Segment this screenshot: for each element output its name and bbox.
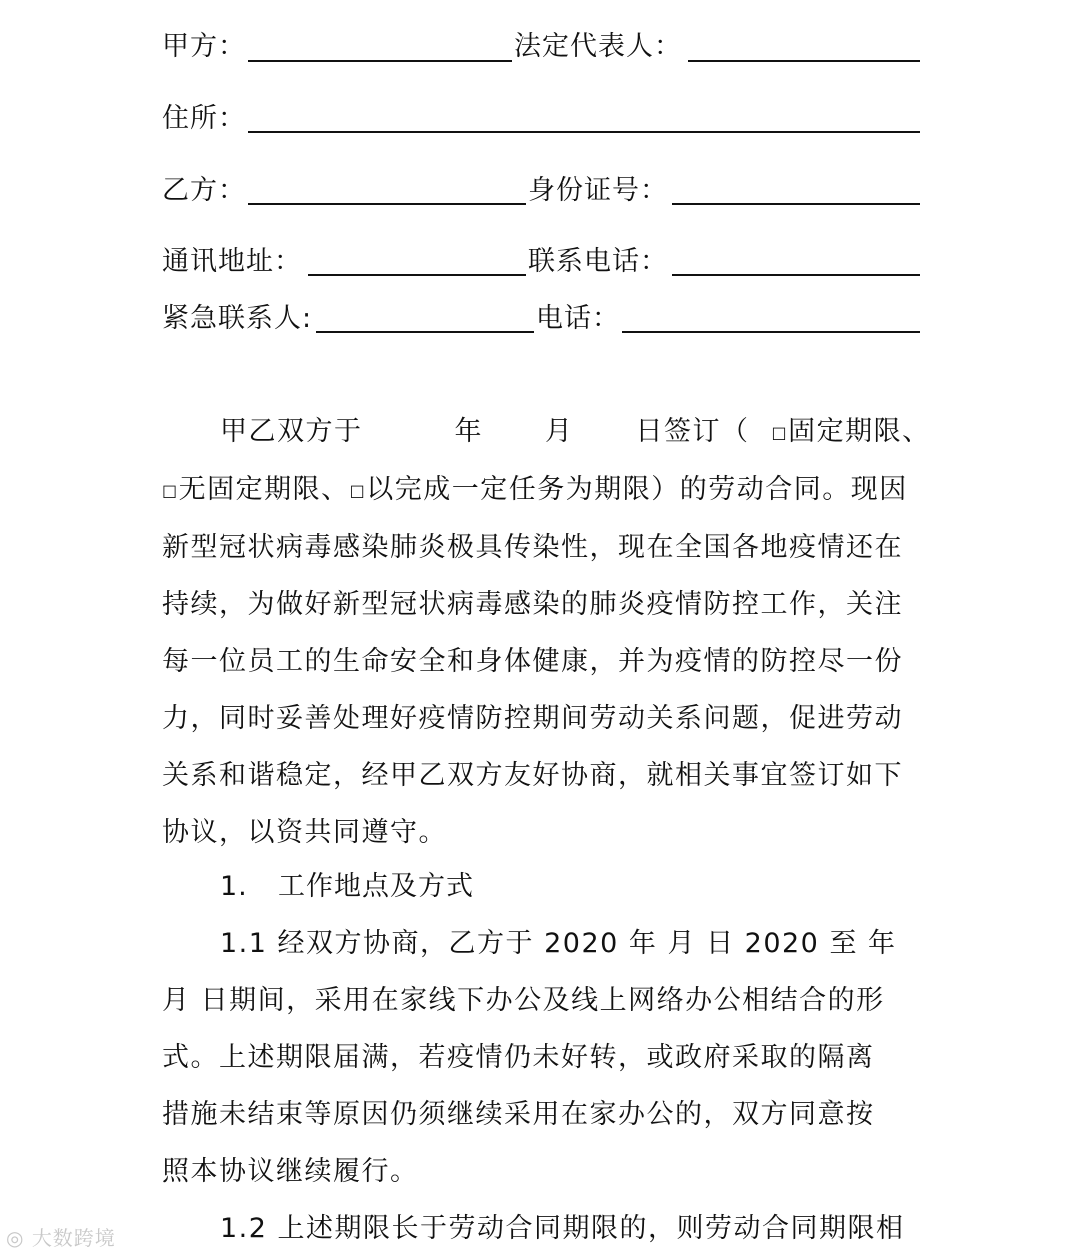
intro-month-text: 月	[545, 416, 574, 447]
clause-1-2-first-line: 1.2 上述期限长于劳动合同期限的，则劳动合同期限相	[220, 1213, 905, 1244]
intro-day-text: 日签订（	[635, 416, 750, 447]
tel-blank	[622, 331, 920, 333]
intro-task-term-text: 以完成一定任务为期限）的劳动合同。现因	[366, 474, 908, 505]
clause-line: 措施未结束等原因仍须继续采用在家办公的，双方同意按	[162, 1099, 875, 1130]
legal-rep-blank	[688, 60, 920, 62]
intro-year-text: 年	[454, 416, 483, 447]
party-b-label: 乙方：	[162, 175, 246, 206]
id-number-label: 身份证号：	[528, 175, 668, 206]
party-a-label: 甲方：	[162, 31, 246, 62]
intro-line	[162, 403, 931, 461]
intro-open-term-text: 无固定期限、	[178, 474, 350, 505]
party-b-blank	[248, 203, 526, 205]
intro-fixed-term-text: 固定期限、	[788, 416, 931, 447]
watermark	[6, 1222, 116, 1251]
intro-line: 持续，为做好新型冠状病毒感染的肺炎疫情防控工作，关注	[162, 589, 903, 620]
intro-line	[162, 461, 931, 519]
intro-line: 关系和谐稳定，经甲乙双方友好协商，就相关事宜签订如下	[162, 760, 903, 791]
intro-paragraph	[162, 403, 931, 861]
intro-line: 每一位员工的生命安全和身体健康，并为疫情的防控尽一份	[162, 646, 903, 677]
mail-address-label: 通讯地址：	[162, 246, 302, 277]
clause-1-1	[162, 915, 897, 1200]
emergency-contact-blank	[316, 331, 534, 333]
id-number-blank	[672, 203, 920, 205]
clause-1-2	[162, 1200, 905, 1257]
section-1-number: 1.	[220, 871, 248, 902]
address-label: 住所：	[162, 103, 246, 134]
intro-line: 协议，以资共同遵守。	[162, 817, 447, 848]
party-a-blank	[248, 60, 512, 62]
watermark-text: 大数跨境	[31, 1226, 116, 1250]
emergency-contact-label: 紧急联系人:	[162, 303, 313, 334]
clause-line: 照本协议继续履行。	[162, 1156, 419, 1187]
phone-blank	[672, 274, 920, 276]
clause-line: 式。上述期限届满，若疫情仍未好转，或政府采取的隔离	[162, 1042, 875, 1073]
clause-line: 月 日期间，采用在家线下办公及线上网络办公相结合的形	[162, 985, 885, 1016]
mail-address-blank	[308, 274, 526, 276]
address-blank	[248, 131, 920, 133]
clause-line	[162, 1200, 905, 1257]
clause-1-1-first-line: 1.1 经双方协商，乙方于 2020 年 月 日 2020 至 年	[220, 928, 897, 959]
section-1-title: 工作地点及方式	[278, 871, 474, 902]
checkbox-fixed-term: □	[771, 423, 789, 442]
checkbox-open-term: □	[162, 481, 179, 500]
watermark-logo-icon: ◎	[6, 1226, 25, 1250]
clause-line	[162, 915, 897, 972]
tel-label: 电话：	[536, 303, 620, 334]
legal-rep-label: 法定代表人：	[514, 31, 682, 62]
checkbox-task-term: □	[349, 481, 367, 500]
intro-line: 新型冠状病毒感染肺炎极具传染性，现在全国各地疫情还在	[162, 532, 903, 563]
phone-label: 联系电话：	[528, 246, 668, 277]
intro-signed-text: 甲乙双方于	[220, 416, 363, 447]
intro-line: 力，同时妥善处理好疫情防控期间劳动关系问题，促进劳动	[162, 703, 903, 734]
